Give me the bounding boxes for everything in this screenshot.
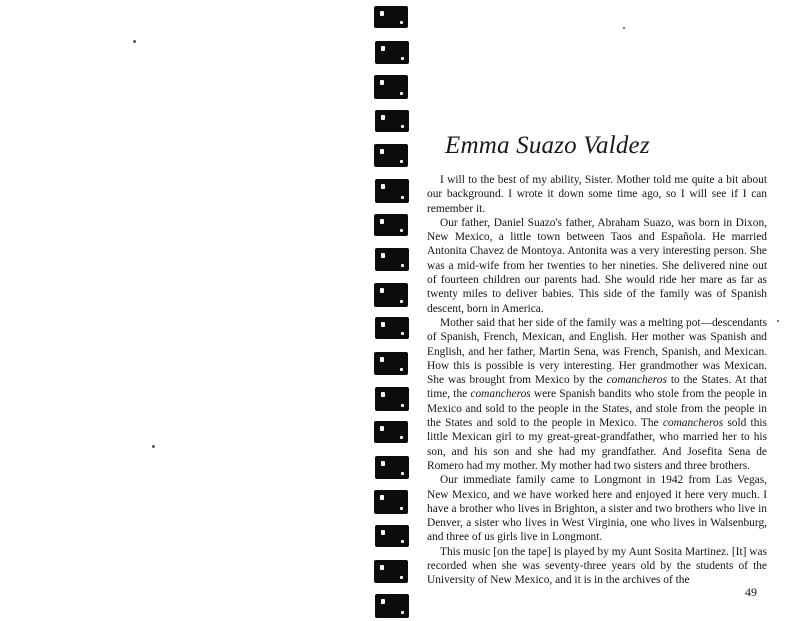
text-run: Mother said that her side of the family was a melting pot—descendants of Spanish, French, Mexican, and English. Her mother was Spanish and English, and her father, Martin Sena, was French, Spanish, and Mexican. How this is possible is very interesting. Her grandmother was Mexican. She was brought from Mexico by the	[427, 316, 767, 387]
italic-term: comancheros	[662, 417, 724, 430]
paragraph	[427, 173, 767, 216]
text-run: Our immediate family came to Longmont in 1942 from Las Vegas, New Mexico, and we have worked here and enjoyed it here very much. I have a brother who lives in Brighton, a sister and two brothers who live in Denver, a sister who lives in West Virginia, one who lives in Walsenburg, and three of us girls live in Longmont.	[427, 474, 767, 544]
binding-coil	[375, 41, 409, 64]
text-run: This music [on the tape] is played by my Aunt Sosita Martinez. [It] was recorded when she was seventy-three years old by the students of the University of New Mexico, and it is in the archives of the	[427, 545, 767, 587]
body-text	[427, 173, 767, 588]
paragraph	[427, 473, 767, 544]
paper-speck	[777, 320, 779, 322]
paragraph	[427, 316, 767, 473]
binding-coil	[375, 110, 409, 132]
paper-speck	[133, 40, 136, 43]
page-title: Emma Suazo Valdez	[445, 132, 650, 159]
binding-coil	[375, 387, 409, 411]
binding-coil	[374, 214, 408, 236]
binding-coil	[374, 560, 408, 583]
page-number: 49	[745, 585, 757, 599]
binding-coil	[375, 179, 409, 203]
binding-coil	[374, 144, 408, 167]
paragraph	[427, 216, 767, 316]
binding-coil	[374, 352, 408, 375]
binding-coil	[374, 421, 408, 443]
text-run: Our father, Daniel Suazo's father, Abraham Suazo, was born in Dixon, New Mexico, a little town between Taos and Española. He married Antonita Chavez de Montoya. Antonita was a very interesting person. She was a mid-wife from her twenties to her nineties. She delivered nine out of fourteen children our parents had. She would ride her mare as far as twenty miles to deliver babies. This side of the family was of Spanish descent, born in America.	[427, 216, 767, 315]
paper-speck	[152, 445, 155, 448]
binding-coil	[375, 525, 409, 547]
text-run: I will to the best of my ability, Sister. Mother told me quite a bit about our background. I wrote it down some time ago, so I will see if I can remember it.	[427, 174, 767, 215]
binding-coil	[375, 248, 409, 271]
paragraph	[427, 545, 767, 588]
italic-term: comancheros	[606, 374, 667, 387]
spiral-binding	[372, 0, 412, 621]
text-run: to the States. At that time, the	[427, 374, 767, 401]
text-run: sold this little Mexican girl to my great-great-grandfather, who married her to his son, and his son and she had my grandfather. And Josefita Sena de Romero had my mother. My mother had two sisters and three brothers.	[427, 417, 767, 472]
binding-coil	[374, 283, 408, 307]
binding-coil	[374, 75, 408, 99]
paper-speck	[623, 27, 625, 29]
binding-coil	[375, 456, 409, 479]
binding-coil	[375, 317, 409, 339]
italic-term: comancheros	[470, 388, 531, 401]
binding-coil	[374, 490, 408, 514]
binding-coil	[375, 594, 409, 618]
text-run: were Spanish bandits who stole from the people in Mexico and sold to the people in the States, and stole from the people in the States and sold to the people in Mexico. The	[427, 388, 767, 430]
binding-coil	[374, 6, 408, 28]
